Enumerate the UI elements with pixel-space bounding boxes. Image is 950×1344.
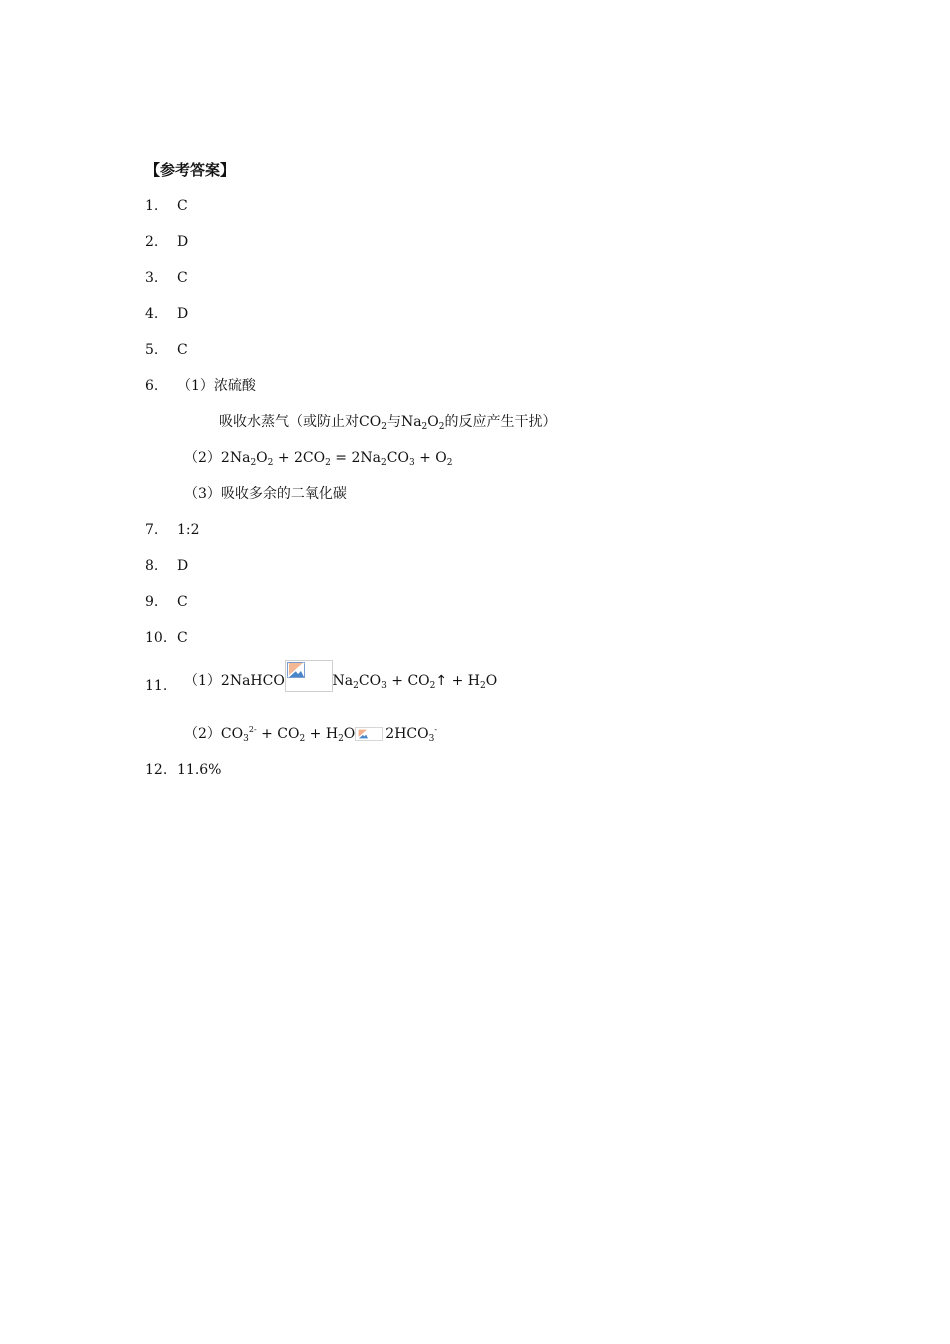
answer-text: D [177, 234, 189, 250]
broken-image-icon [285, 660, 333, 692]
answer-text: D [177, 306, 189, 322]
answer-text: C [177, 270, 188, 286]
answer-key-heading: 【参考答案】 [145, 161, 236, 179]
question-number: 9. [145, 594, 159, 610]
answer-text: D [177, 558, 189, 574]
answer-text: C [177, 630, 188, 646]
q11-part1-equation: （1）2NaHCO $Na_2CO_3$ + $CO_2↑ + H_2O$ [184, 660, 497, 692]
q6-part2-equation: $(2)2Na_2O_2 + 2CO_2 = 2Na_2CO_3 + O_2$ [184, 450, 453, 468]
answer-text: C [177, 342, 188, 358]
q11-part2-equation: $(2)CO_3^{2-} + CO_2 + H_2O$ $2HCO_3^-$ [184, 725, 438, 744]
answer-text: 1:2 [177, 522, 200, 538]
question-number: 1. [145, 198, 159, 214]
question-number: 4. [145, 306, 159, 322]
question-number: 10. [145, 630, 168, 646]
question-number: 12. [145, 762, 168, 778]
answer-text: C [177, 594, 188, 610]
question-number: 7. [145, 522, 159, 538]
q6-part3: （3）吸收多余的二氧化碳 [184, 486, 347, 502]
answer-text: 11.6% [177, 762, 222, 778]
question-number: 2. [145, 234, 159, 250]
broken-image-icon [355, 727, 383, 741]
answer-text: C [177, 198, 188, 214]
q6-part1-explanation: 吸收水蒸气（或防止对$CO_2$与$Na_2O_2$的反应产生干扰） [219, 414, 557, 432]
question-number: 5. [145, 342, 159, 358]
question-number: 8. [145, 558, 159, 574]
question-number: 11. [145, 678, 168, 694]
answer-text: （1）浓硫酸 [177, 378, 256, 394]
question-number: 6. [145, 378, 159, 394]
question-number: 3. [145, 270, 159, 286]
